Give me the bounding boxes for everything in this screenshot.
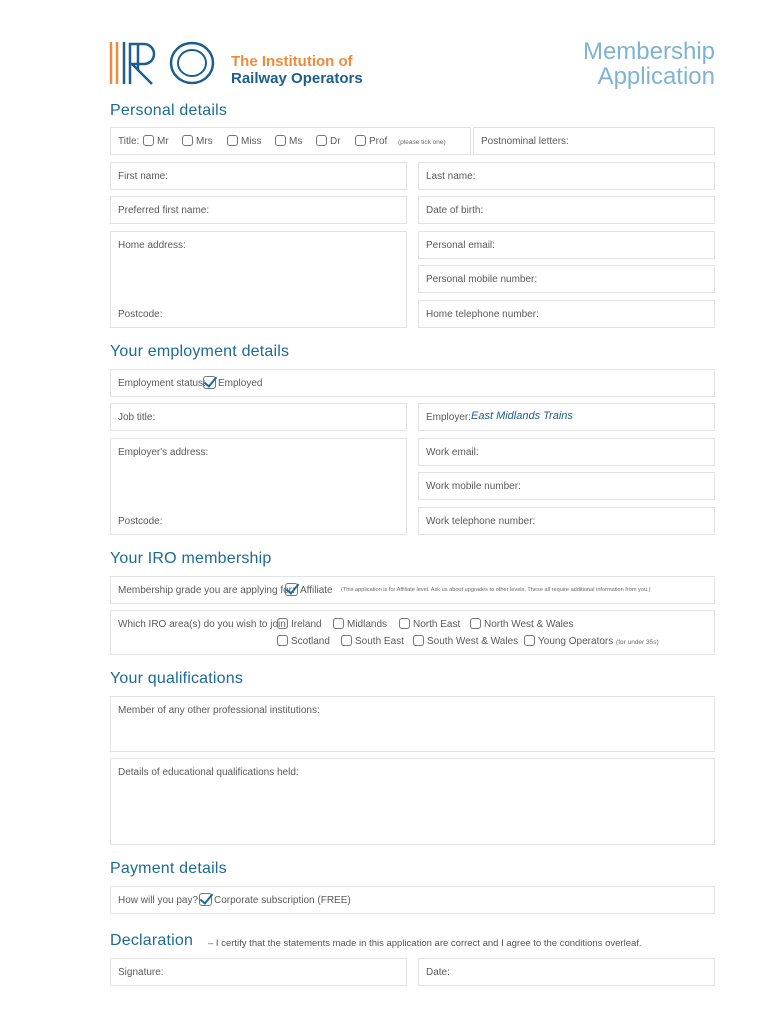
checked-checkbox-icon[interactable] xyxy=(199,893,212,906)
checkbox-icon[interactable] xyxy=(355,135,366,146)
postnominal-label: Postnominal letters: xyxy=(481,136,569,147)
home-address-label: Home address: xyxy=(118,240,186,251)
checked-checkbox-icon[interactable] xyxy=(285,583,298,596)
payment-label: How will you pay? xyxy=(118,895,199,906)
iro-logo xyxy=(108,40,218,86)
work-phone-label: Work telephone number: xyxy=(426,516,536,527)
org-name-line2: Railway Operators xyxy=(231,70,363,87)
page-title-line2: Application xyxy=(597,63,715,90)
employer-postcode-label: Postcode: xyxy=(118,516,163,527)
membership-grade-affiliate[interactable]: Affiliate xyxy=(285,583,333,596)
area-option-north-west-wales[interactable]: North West & Wales xyxy=(470,618,573,630)
first-name-label: First name: xyxy=(118,171,169,182)
employer-value: East Midlands Trains xyxy=(471,410,573,422)
checkbox-icon[interactable] xyxy=(277,635,288,646)
iro-area-label: Which IRO area(s) do you wish to join: xyxy=(118,619,289,630)
section-heading-payment: Payment details xyxy=(110,860,227,877)
work-mobile-label: Work mobile number: xyxy=(426,481,521,492)
declaration-text: – I certify that the statements made in this application are correct and I agree to the conditions overleaf. xyxy=(208,938,642,949)
checkbox-icon[interactable] xyxy=(182,135,193,146)
title-option-ms[interactable]: Ms xyxy=(275,135,302,147)
title-option-mr[interactable]: Mr xyxy=(143,135,169,147)
section-heading-declaration: Declaration xyxy=(110,932,194,949)
org-name-line1: The Institution of xyxy=(231,53,353,70)
area-option-north-east[interactable]: North East xyxy=(399,618,460,630)
payment-option-corporate[interactable]: Corporate subscription (FREE) xyxy=(199,893,351,906)
area-option-ireland[interactable]: Ireland xyxy=(277,618,322,630)
employment-status-employed[interactable]: Employed xyxy=(203,376,262,389)
section-heading-qualifications: Your qualifications xyxy=(110,670,244,687)
title-option-mrs[interactable]: Mrs xyxy=(182,135,213,147)
checkbox-icon[interactable] xyxy=(413,635,424,646)
last-name-label: Last name: xyxy=(426,171,476,182)
iro-logo-graphic xyxy=(108,40,218,86)
title-option-prof[interactable]: Prof xyxy=(355,135,387,147)
area-option-young-operators[interactable]: Young Operators (for under 35s) xyxy=(524,635,659,647)
employer-label: Employer: xyxy=(426,412,472,423)
personal-mobile-label: Personal mobile number: xyxy=(426,274,538,285)
work-email-label: Work email: xyxy=(426,447,479,458)
job-title-label: Job title: xyxy=(118,412,156,423)
preferred-name-label: Preferred first name: xyxy=(118,205,210,216)
iro-area-field xyxy=(110,610,715,655)
home-phone-label: Home telephone number: xyxy=(426,309,539,320)
employment-status-label: Employment status: xyxy=(118,378,206,389)
checkbox-icon[interactable] xyxy=(227,135,238,146)
checkbox-icon[interactable] xyxy=(275,135,286,146)
title-option-dr[interactable]: Dr xyxy=(316,135,341,147)
employer-address-label: Employer's address: xyxy=(118,447,209,458)
date-field[interactable] xyxy=(418,958,715,986)
checkbox-icon[interactable] xyxy=(470,618,481,629)
signature-label: Signature: xyxy=(118,967,164,978)
checkbox-icon[interactable] xyxy=(524,635,535,646)
membership-grade-label: Membership grade you are applying for: xyxy=(118,585,295,596)
title-label: Title: xyxy=(118,136,140,147)
home-postcode-label: Postcode: xyxy=(118,309,163,320)
page-title-line1: Membership xyxy=(582,38,715,65)
section-heading-personal: Personal details xyxy=(110,102,228,119)
education-label: Details of educational qualifications held: xyxy=(118,767,299,778)
area-option-scotland[interactable]: Scotland xyxy=(277,635,330,647)
checkbox-icon[interactable] xyxy=(316,135,327,146)
checkbox-icon[interactable] xyxy=(333,618,344,629)
membership-grade-note: (This application is for Affiliate level. Ask us about upgrades to other levels. These all require additional information from you.) xyxy=(341,587,651,593)
date-label: Date: xyxy=(426,967,450,978)
checkbox-icon[interactable] xyxy=(341,635,352,646)
area-option-south-west-wales[interactable]: South West & Wales xyxy=(413,635,518,647)
checked-checkbox-icon[interactable] xyxy=(203,376,216,389)
institutions-label: Member of any other professional institutions: xyxy=(118,705,320,716)
checkbox-icon[interactable] xyxy=(399,618,410,629)
title-option-miss[interactable]: Miss xyxy=(227,135,262,147)
dob-label: Date of birth: xyxy=(426,205,484,216)
area-option-midlands[interactable]: Midlands xyxy=(333,618,387,630)
checkbox-icon[interactable] xyxy=(277,618,288,629)
young-operators-note: (for under 35s) xyxy=(616,639,659,646)
title-note: (please tick one) xyxy=(398,139,446,146)
area-option-south-east[interactable]: South East xyxy=(341,635,404,647)
checkbox-icon[interactable] xyxy=(143,135,154,146)
section-heading-membership: Your IRO membership xyxy=(110,550,272,567)
section-heading-employment: Your employment details xyxy=(110,343,290,360)
personal-email-label: Personal email: xyxy=(426,240,495,251)
